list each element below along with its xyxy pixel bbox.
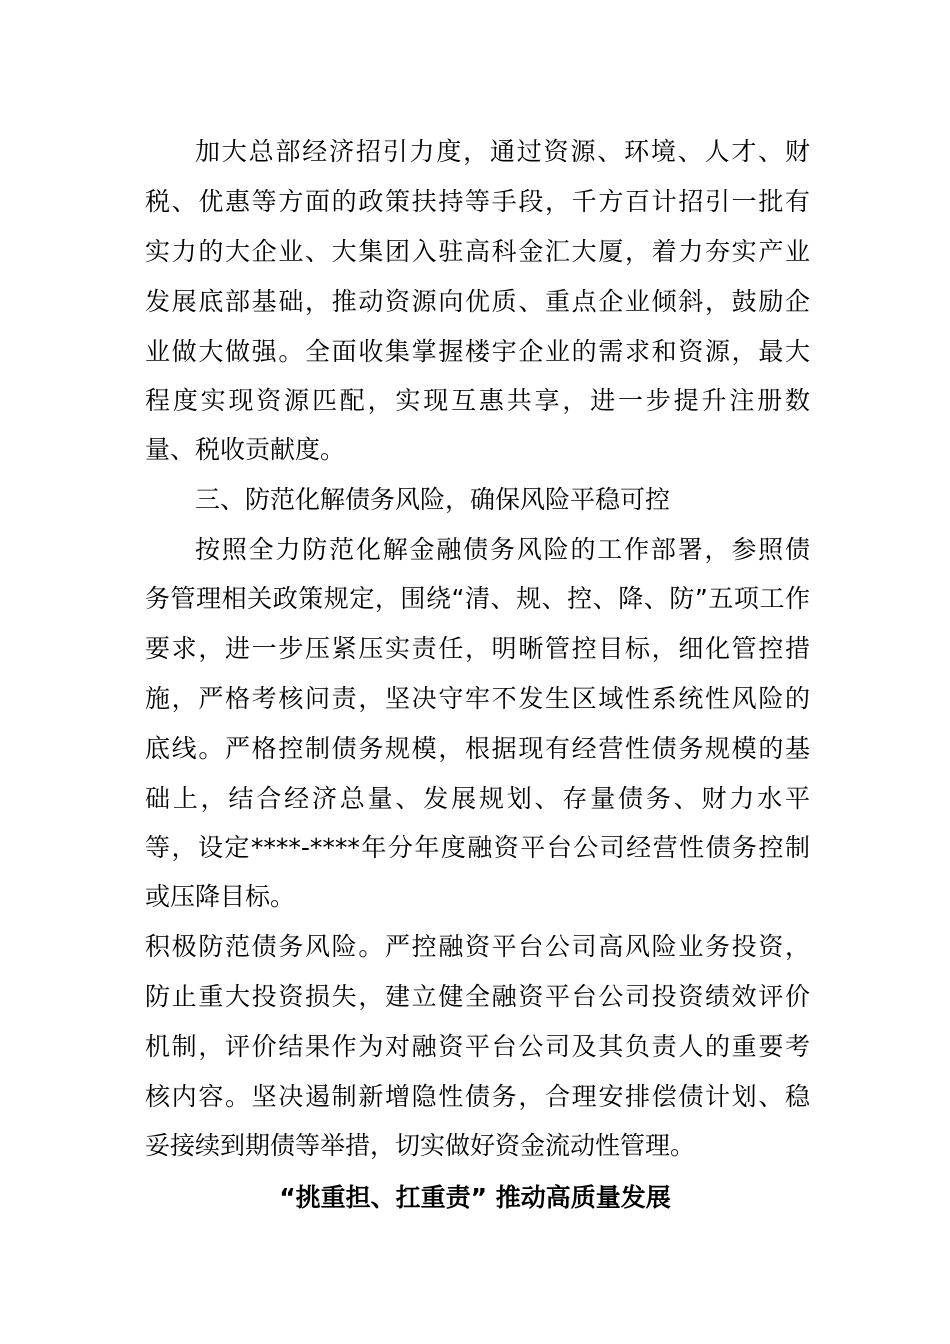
paragraph-2-line-5: 底线。严格控制债务规模，根据现有经营性债务规模的基 bbox=[145, 734, 810, 763]
paragraph-2-line-6: 础上，结合经济总量、发展规划、存量债务、财力水平 bbox=[145, 784, 810, 813]
paragraph-2-line-3: 要求，进一步压紧压实责任，明晰管控目标，细化管控措 bbox=[145, 634, 810, 663]
paragraph-1-line-6: 程度实现资源匹配，实现互惠共享，进一步提升注册数 bbox=[145, 386, 810, 415]
paragraph-3-line-3: 机制，评价结果作为对融资平台公司及其负责人的重要考 bbox=[145, 1032, 810, 1061]
closing-title: “挑重担、扛重责” 推动高质量发展 bbox=[279, 1183, 671, 1212]
paragraph-2-line-4: 施，严格考核问责，坚决守牢不发生区域性系统性风险的 bbox=[145, 684, 810, 713]
paragraph-2-line-8: 或压降目标。 bbox=[145, 882, 296, 911]
paragraph-1-line-5: 业做大做强。全面收集掌握楼宇企业的需求和资源，最大 bbox=[145, 337, 810, 366]
paragraph-3-line-1: 积极防范债务风险。严控融资平台公司高风险业务投资， bbox=[145, 932, 810, 961]
paragraph-3-line-4: 核内容。坚决遏制新增隐性债务，合理安排偿债计划、稳 bbox=[145, 1082, 810, 1111]
paragraph-1-line-3: 实力的大企业、大集团入驻高科金汇大厦，着力夯实产业 bbox=[145, 237, 810, 266]
paragraph-2-line-7: 等，设定****-****年分年度融资平台公司经营性债务控制 bbox=[145, 833, 810, 862]
paragraph-1-line-2: 税、优惠等方面的政策扶持等手段，千方百计招引一批有 bbox=[145, 187, 810, 216]
paragraph-1-line-7: 量、税收贡献度。 bbox=[145, 435, 346, 464]
paragraph-1-line-4: 发展底部基础，推动资源向优质、重点企业倾斜，鼓励企 bbox=[145, 287, 810, 316]
paragraph-3-line-5: 妥接续到期债等举措，切实做好资金流动性管理。 bbox=[145, 1131, 696, 1160]
paragraph-1-line-1: 加大总部经济招引力度，通过资源、环境、人才、财 bbox=[195, 137, 810, 166]
paragraph-2-line-2: 务管理相关政策规定，围绕“清、规、控、降、防”五项工作 bbox=[145, 584, 810, 613]
paragraph-2-line-1: 按照全力防范化解金融债务风险的工作部署，参照债 bbox=[195, 535, 810, 564]
section-3-heading: 三、防范化解债务风险，确保风险平稳可控 bbox=[195, 485, 671, 514]
paragraph-3-line-2: 防止重大投资损失，建立健全融资平台公司投资绩效评价 bbox=[145, 982, 810, 1011]
